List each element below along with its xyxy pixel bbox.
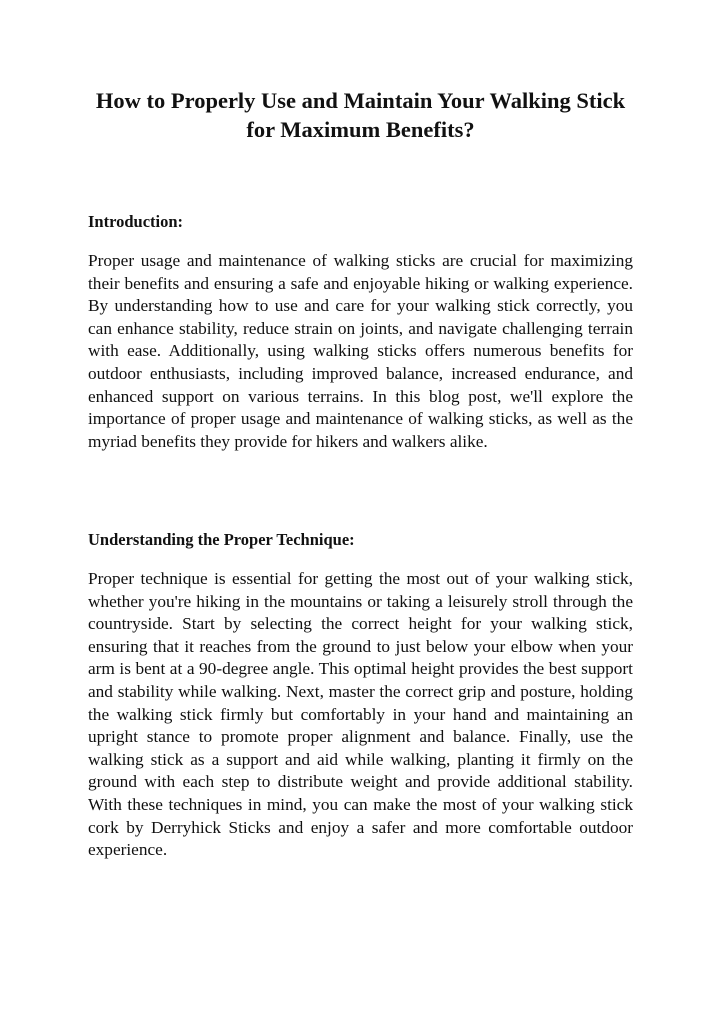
section-body-proper-technique: Proper technique is essential for getting the most out of your walking stick, whether you're hiking in the mountains or taking a leisurely stroll through the countryside. Start by selecting the correct height for your walking stick, ensuring that it reaches from the ground to just below your elbow when your arm is bent at a 90-degree angle. This optimal height provides the best support and stability while walking. Next, master the correct grip and posture, holding the walking stick firmly but comfortably in your hand and maintaining an upright stance to promote proper alignment and balance. Finally, use the walking stick as a support and aid while walking, planting it firmly on the ground with each step to distribute weight and provide additional stability. With these techniques in mind, you can make the most of your walking stick cork by Derryhick Sticks and enjoy a safer and more comfortable outdoor experience. xyxy=(88,569,633,860)
section-heading-proper-technique: Understanding the Proper Technique: xyxy=(88,530,355,549)
document-title: How to Properly Use and Maintain Your Walking Stick for Maximum Benefits? xyxy=(95,88,626,142)
section-body-introduction: Proper usage and maintenance of walking sticks are crucial for maximizing their benefits and ensuring a safe and enjoyable hiking or walking experience. By understanding how to use and care for your walking stick correctly, you can enhance stability, reduce strain on joints, and navigate challenging terrain with ease. Additionally, using walking sticks offers numerous benefits for outdoor enthusiasts, including improved balance, increased endurance, and enhanced support on various terrains. In this blog post, we'll explore the importance of proper usage and maintenance of walking sticks, as well as the myriad benefits they provide for hikers and walkers alike. xyxy=(88,251,633,451)
section-heading-introduction: Introduction: xyxy=(88,212,184,231)
